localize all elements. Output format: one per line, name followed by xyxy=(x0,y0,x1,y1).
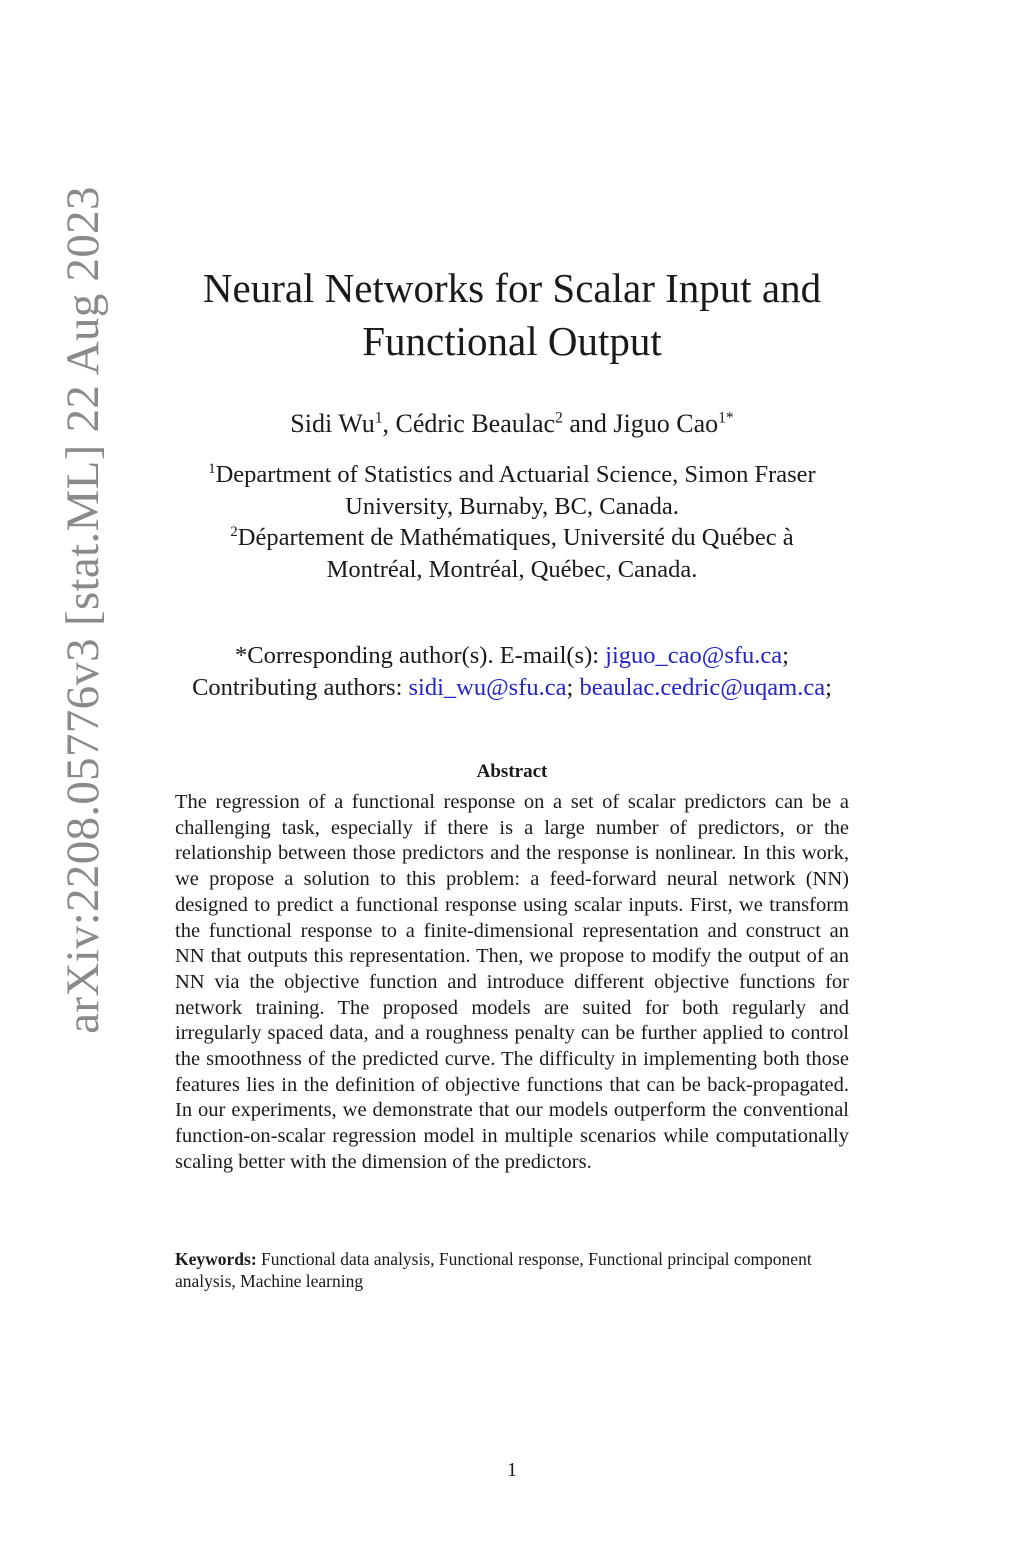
affiliation-marker: 2 xyxy=(555,409,563,427)
author-separator: , xyxy=(382,409,396,438)
page-number: 1 xyxy=(507,1459,517,1481)
affiliation-marker: 1 xyxy=(374,409,383,427)
title-line-1: Neural Networks for Scalar Input and xyxy=(202,265,822,311)
punctuation: ; xyxy=(825,674,832,701)
arxiv-identifier-stamp: arXiv:2208.05776v3 [stat.ML] 22 Aug 2023 xyxy=(57,186,109,1034)
contributing-email-link-1[interactable]: sidi_wu@sfu.ca xyxy=(408,674,567,701)
affiliation-2 xyxy=(150,522,874,554)
affiliation-text: Département de Mathématiques, Université du Québec à xyxy=(237,524,794,551)
author-list xyxy=(150,408,874,440)
abstract-heading: Abstract xyxy=(476,761,548,782)
punctuation: ; xyxy=(782,642,789,669)
punctuation: ; xyxy=(566,674,580,701)
affiliation-marker: 1* xyxy=(718,409,734,427)
author-name: Sidi Wu xyxy=(290,409,375,438)
contributing-prefix: Contributing authors: xyxy=(192,674,409,701)
corresponding-author-block xyxy=(130,640,894,704)
affiliation-marker: 1 xyxy=(208,460,216,477)
author-name: Cédric Beaulac xyxy=(395,409,556,438)
title-line-2: Functional Output xyxy=(362,318,662,364)
affiliation-2-cont: Montréal, Montréal, Québec, Canada. xyxy=(326,555,698,583)
corresponding-prefix: *Corresponding author(s). E-mail(s): xyxy=(235,642,606,669)
affiliation-text: Department of Statistics and Actuarial Science, Simon Fraser xyxy=(215,461,816,488)
keywords-label: Keywords: xyxy=(175,1249,257,1269)
keywords-block xyxy=(175,1248,815,1292)
contributing-email-link-2[interactable]: beaulac.cedric@uqam.ca xyxy=(579,674,826,701)
abstract-text: The regression of a functional response on a set of scalar predictors can be a challenging task, especially if there is a large number of predictors, or the relationship between those predictors and the response is nonlinear. In this work, we propose a solution to this problem: a feed-forward neural network (NN) designed to predict a functional response using scalar inputs. First, we transform the functional response to a finite-dimensional representation and construct an NN that outputs this representation. Then, we propose to modify the output of an NN via the objective function and introduce different objective functions for network training. The proposed models are suited for both regularly and irregularly spaced data, and a roughness penalty can be further applied to control the smoothness of the predicted curve. The difficulty in implementing both those features lies in the definition of objective functions that can be back-propagated. In our experiments, we demonstrate that our models outperform the conventional function-on-scalar regression model in multiple scenarios while computationally scaling better with the dimension of the predictors. xyxy=(175,791,849,1173)
paper-title xyxy=(150,262,874,368)
affiliation-list xyxy=(150,459,874,585)
keywords-text: Functional data analysis, Functional response, Functional principal component analysis, Machine learning xyxy=(175,1249,812,1291)
affiliation-1-cont: University, Burnaby, BC, Canada. xyxy=(345,492,679,520)
author-name: Jiguo Cao xyxy=(613,409,719,438)
corresponding-email-link[interactable]: jiguo_cao@sfu.ca xyxy=(605,642,783,669)
affiliation-marker: 2 xyxy=(230,523,238,540)
author-separator: and xyxy=(562,409,614,438)
affiliation-1 xyxy=(150,459,874,491)
